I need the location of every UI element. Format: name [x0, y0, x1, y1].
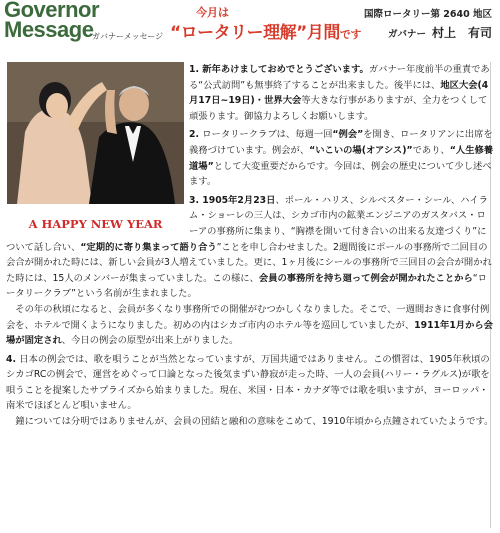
governor-role: ガバナー: [387, 29, 426, 40]
governor-signature: [388, 24, 492, 41]
body-text: ロータリークラブは、毎週一回: [202, 129, 333, 141]
body-text: 、今日の例会の原型が出来上がりました。: [61, 335, 239, 347]
body-text: 日本の例会では、歌を唄うことが当然となっていますが、万国共通ではありません。この慣習は、1905年秋頃のシカゴRCの例会で、運営をめぐって口論となった後気まずい静寂が走った時、一人の会員(ハリー・ラグルス)が歌を唄うことを提案したサプライズから始まりました。現在、米国・日本・カナダ等では歌を唄いますが、ヨーロッパ・南米でほぼとんど唄いません。: [6, 353, 490, 412]
section-number: 2.: [189, 129, 203, 141]
happy-new-year-caption: A HAPPY NEW YEAR: [28, 217, 163, 231]
governor-message-title: [4, 0, 99, 40]
emphasis-text: 1905年2月23日: [202, 194, 276, 206]
section-number: 3.: [189, 194, 203, 206]
body-text: その年の秋頃になると、会員が多くなり事務所での開催がむつかしくなりました。そこで、一週間おきに食事付例会を、ホテルで開くようになりました。初めの内はシカゴ市内のホテル等を巡回していましたが、: [6, 303, 490, 331]
emphasis-text: “定期的に寄り集まって語り合う: [80, 241, 217, 253]
emphasis-text: 1911年1月から会場が固定され: [6, 319, 493, 347]
body-text: 等大きな行事がありますが、全力をつくして頑張ります。御協力よろしくお願いします。: [189, 95, 488, 122]
emphasis-text: “例会”: [332, 129, 364, 141]
section-4: [6, 352, 494, 414]
section-number: 4.: [6, 353, 20, 365]
body-text: 、ポール・ハリス、シルベスター・シール、ハイラム・ショーレの三人は、シカゴ市内の鉱業エンジニアのガスタバス・ローアの事務所に集まり、“胸襟を開いて付き合いの出来る友達づくり”について話し合い、: [6, 194, 489, 253]
section-gap: [6, 430, 494, 433]
section-number: 1.: [189, 64, 203, 75]
body-text: “ロータリークラブ”という名前が生まれました。: [6, 272, 487, 300]
body-text: であり、: [412, 144, 450, 156]
month-theme-label: “ロータリー理解”月間: [170, 23, 340, 43]
emphasis-text: 会員の事務所を持ち廻って例会が開かれたことから: [258, 272, 473, 284]
body-text: ガバナー年度前半の重責である“公式訪問”も無事終了することが出来ました。後半には、: [189, 64, 490, 91]
district-label: 国際ロータリー第 2640 地区: [363, 9, 492, 20]
body-text: を開き、ロータリアンに出席を義務づけています。例会が、: [189, 129, 493, 156]
month-theme-tail: です: [339, 28, 361, 41]
month-theme: [170, 18, 361, 43]
governor-name: 村上 有司: [431, 26, 492, 40]
title-subtitle: ガバナーメッセージ: [92, 32, 164, 41]
title-line-2: Message: [4, 17, 94, 42]
emphasis-text: 地区大会(4月17日~19日)・世界大会: [189, 79, 489, 107]
section-4-continuation: [6, 414, 494, 430]
header: [0, 0, 500, 62]
emphasis-text: “人生修養道場”: [189, 144, 494, 172]
title-line-1: Governor: [4, 0, 100, 22]
body-text: ”ことを申し合わせました。2週間後にポールの事務所で二回目の会合が開かれた時には、新しい会員が3人増えていました。更に、1ヶ月後にシールの事務所で三回目の会合が開かれた時には、15人のメンバーが集まっていました。この様に、: [6, 241, 492, 284]
message-body: [6, 62, 494, 528]
body-text: 鐘については分明ではありませんが、会員の団結と融和の意味をこめて、1910年頃から点鐘されていたようです。: [6, 416, 494, 428]
emphasis-text: 新年あけましておめでとうございます。: [202, 64, 369, 75]
section-3-continuation: [6, 302, 494, 349]
body-text: として大変重要だからです。今回は、例会の歴史について少し述べます。: [189, 160, 492, 188]
month-prefix: 今月は: [196, 6, 229, 19]
photo-spacer: [6, 62, 189, 232]
emphasis-text: “いこいの場(オアシス)”: [309, 144, 413, 156]
